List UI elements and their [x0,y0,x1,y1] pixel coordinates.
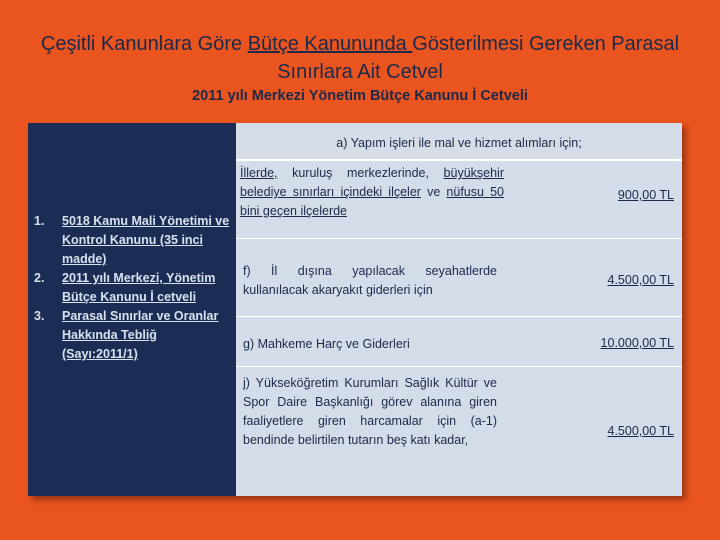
source-text[interactable]: 2011 yılı Merkezi, Yönetim Bütçe Kanunu İ cetveli [62,271,216,304]
section-heading: a) Yapım işleri ile mal ve hizmet alımları için; [336,136,582,150]
limit-description: f) İl dışına yapılacak seyahatlerde kullanılacak akaryakıt giderleri için [243,264,497,297]
desc-part: nüfusu 50 bini geçen ilçelerde [240,185,504,218]
title-part-2: Gösterilmesi Gereken Parasal Sınırlara Ait Cetvel [277,33,680,83]
limit-amount: 10.000,00 TL [600,336,674,350]
limit-amount: 4.500,00 TL [607,424,674,438]
limit-description [240,164,504,221]
limit-amount: 4.500,00 TL [607,273,674,287]
limit-amount: 900,00 TL [617,188,674,202]
limit-description: g) Mahkeme Harç ve Giderleri [243,337,410,351]
limit-description: j) Yükseköğretim Kurumları Sağlık Kültür ve Spor Daire Başkanlığı görev alanına giren faaliyetlere giren harcamalar için (a-1) bendinde belirtilen tutarın beş katı kadar, [243,376,497,447]
source-text[interactable]: Parasal Sınırlar ve Oranlar Hakkında Tebliğ (Sayı:2011/1) [62,309,219,361]
desc-part: büyükşehir belediye sınırları içindeki ilçeler [240,166,504,199]
page-subtitle: 2011 yılı Merkezi Yönetim Bütçe Kanunu İ Cetveli [192,88,528,104]
row-divider [236,316,682,317]
desc-part: ve [420,185,447,199]
source-item[interactable] [34,269,230,307]
desc-part: kuruluş merkezlerinde, [277,166,444,180]
sources-list [34,212,230,364]
source-item[interactable] [34,212,230,269]
title-part-1: Çeşitli Kanunlara Göre [40,33,248,55]
source-number: 3. [34,309,45,323]
source-number: 1. [34,214,45,228]
desc-part: İllerde, [240,166,278,180]
source-text[interactable]: 5018 Kamu Mali Yönetimi ve Kontrol Kanunu (35 inci madde) [62,214,230,266]
title-part-underlined: Bütçe Kanununda [247,33,413,55]
source-number: 2. [34,271,45,285]
page-title [20,30,700,86]
source-item[interactable] [34,307,230,364]
row-divider [236,366,682,367]
row-divider [236,238,682,239]
